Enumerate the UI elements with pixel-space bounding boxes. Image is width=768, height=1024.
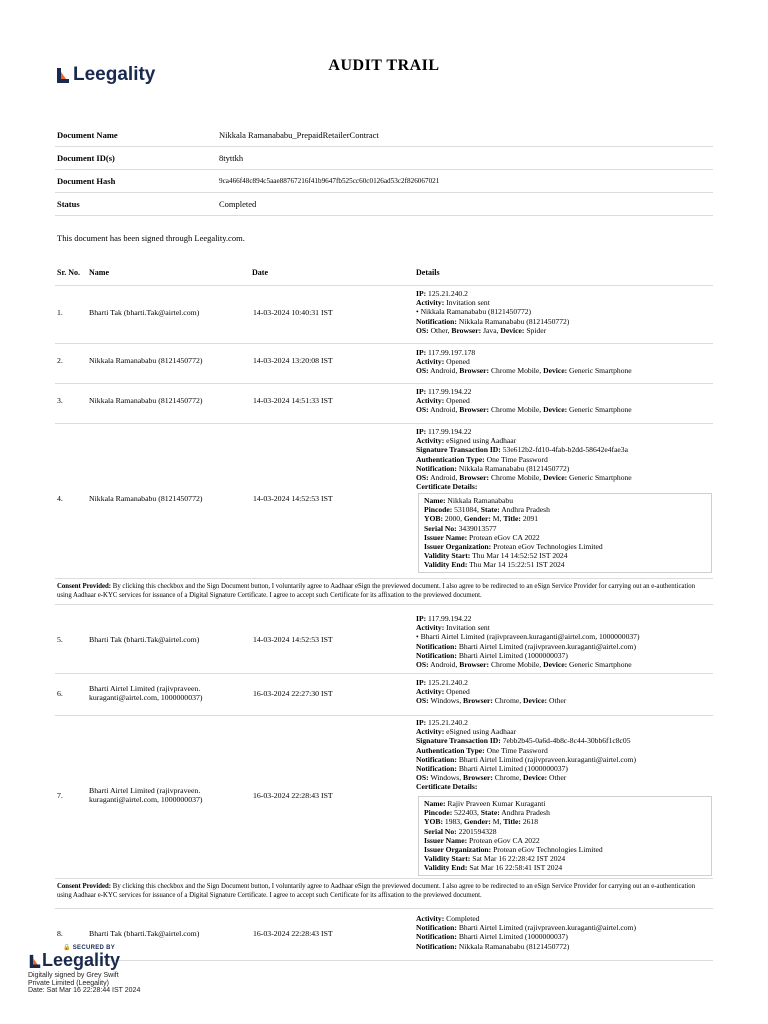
certificate-box: Name: Rajiv Praveen Kumar Kuraganti Pincode: 522403, State: Andhra Pradesh YOB: 1983, Gender: M, Title: 2618 Serial No: 2201594328 Issuer Name: Protean eGov CA 2022 Issuer Organization: Protean eGov Technologies Limited Validity Start: Sat Mar 16 22:28:42 IST 2024 Validity End: Sat Mar 16 22:58:41 IST 2024 <box>418 796 712 876</box>
row-details: IP: 125.21.240.2 Activity: Opened OS: Windows, Browser: Chrome, Device: Other <box>416 678 567 706</box>
meta-value: 9ca466f48c894c5aae88767216f41b9647fb525cc60c0126ad53c2f826067021 <box>219 177 440 185</box>
row-name: Bharti Airtel Limited (rajivpraveen. kuraganti@airtel.com, 1000000037) <box>89 684 203 702</box>
row-sr: 7. <box>57 791 63 800</box>
row-date: 16-03-2024 22:27:30 IST <box>253 689 333 698</box>
row-details: IP: 117.99.194.22 Activity: Invitation sent • Bharti Airtel Limited (rajivpraveen.kuraganti@airtel.com, 1000000037) Notification: Bharti Airtel Limited (rajivpraveen.kuraganti@airtel.com) Notification: Bharti Airtel Limited (1000000037) OS: Android, Browser: Chrome Mobile, Device: Generic Smartphone <box>416 614 716 669</box>
header-name: Name <box>89 268 109 277</box>
meta-value: Completed <box>219 199 257 209</box>
meta-row-document-hash <box>55 170 713 193</box>
row-name: Bharti Tak (bharti.Tak@airtel.com) <box>89 929 200 938</box>
secured-by-label: 🔒 SECURED BY <box>63 945 116 951</box>
row-sr: 3. <box>57 396 63 405</box>
table-row <box>55 605 713 674</box>
row-name: Bharti Airtel Limited (rajivpraveen. kuraganti@airtel.com, 1000000037) <box>89 786 203 804</box>
lock-icon: 🔒 <box>63 945 71 951</box>
table-row <box>55 909 713 961</box>
meta-key: Document Hash <box>57 176 116 186</box>
row-date: 14-03-2024 13:20:08 IST <box>253 356 333 365</box>
row-date: 14-03-2024 10:40:31 IST <box>253 308 333 317</box>
row-sr: 5. <box>57 635 63 644</box>
secured-by-seal <box>28 944 120 971</box>
row-details: IP: 117.99.194.22 Activity: eSigned using Aadhaar Signature Transaction ID: 53e612b2-fd10-4fab-b2dd-58642e4fae3a Authentication Type: One Time Password Notification: Nikkala Ramanababu (8121450772) OS: Android, Browser: Chrome Mobile, Device: Generic Smartphone Certificate Details: <box>416 427 632 492</box>
row-details: IP: 117.99.194.22 Activity: Opened OS: Android, Browser: Chrome Mobile, Device: Generic Smartphone <box>416 387 632 415</box>
row-name: Nikkala Ramanababu (8121450772) <box>89 494 203 503</box>
row-sr: 6. <box>57 689 63 698</box>
row-date: 14-03-2024 14:51:33 IST <box>253 396 333 405</box>
header-details: Details <box>416 268 440 277</box>
intro-text: This document has been signed through Leegality.com. <box>57 233 245 243</box>
row-name: Nikkala Ramanababu (8121450772) <box>89 356 203 365</box>
row-date: 14-03-2024 14:52:53 IST <box>253 494 333 503</box>
table-row <box>55 286 713 344</box>
row-details: Activity: Completed Notification: Bharti Airtel Limited (rajivpraveen.kuraganti@airtel.com) Notification: Bharti Airtel Limited (1000000037) Notification: Nikkala Ramanababu (8121450772) <box>416 914 636 951</box>
table-row <box>55 424 713 579</box>
row-sr: 8. <box>57 929 63 938</box>
row-sr: 4. <box>57 494 63 503</box>
meta-row-status <box>55 193 713 216</box>
row-name: Bharti Tak (bharti.Tak@airtel.com) <box>89 635 200 644</box>
leegality-mark-icon <box>28 953 42 969</box>
row-name: Nikkala Ramanababu (8121450772) <box>89 396 203 405</box>
header-sr: Sr. No. <box>57 268 81 277</box>
meta-row-document-id <box>55 147 713 170</box>
table-row <box>55 344 713 384</box>
meta-value: Nikkala Ramanababu_PrepaidRetailerContract <box>219 130 379 140</box>
digital-signature-note: Digitally signed by Grey Swift Private Limited (Leegality) Date: Sat Mar 16 22:28:44 IST 2024 <box>28 972 141 995</box>
meta-row-document-name <box>55 124 713 147</box>
row-date: 16-03-2024 22:28:43 IST <box>253 929 333 938</box>
header-date: Date <box>252 268 268 277</box>
page-title: AUDIT TRAIL <box>328 57 440 74</box>
row-sr: 2. <box>57 356 63 365</box>
table-row <box>55 674 713 716</box>
consent-note: Consent Provided: By clicking this checkbox and the Sign Document button, I voluntarily agree to Aadhaar eSign the previewed document. I also agree to be redirected to an eSign Service Provider for carrying out an e-authentication using Aadhaar e-KYC services for issuance of a Digital Signature Certificate. I agree to accept such Certificate for its affixation to the previewed document. <box>57 883 696 899</box>
consent-note: Consent Provided: By clicking this checkbox and the Sign Document button, I voluntarily agree to Aadhaar eSign the previewed document. I also agree to be redirected to an eSign Service Provider for carrying out an e-authentication using Aadhaar e-KYC services for issuance of a Digital Signature Certificate. I agree to accept such Certificate for its affixation to the previewed document. <box>57 583 696 599</box>
row-name: Bharti Tak (bharti.Tak@airtel.com) <box>89 308 200 317</box>
table-row <box>55 716 713 879</box>
logo-text: Leegality <box>73 64 156 85</box>
row-date: 14-03-2024 14:52:53 IST <box>253 635 333 644</box>
meta-key: Document ID(s) <box>57 153 115 163</box>
table-row <box>55 384 713 424</box>
footer-logo: Leegality <box>28 950 120 971</box>
certificate-box: Name: Nikkala Ramanababu Pincode: 531084, State: Andhra Pradesh YOB: 2000, Gender: M, Title: 2091 Serial No: 3439013577 Issuer Name: Protean eGov CA 2022 Issuer Organization: Protean eGov Technologies Limited Validity Start: Thu Mar 14 14:52:52 IST 2024 Validity End: Thu Mar 14 15:22:51 IST 2024 <box>418 493 712 573</box>
row-sr: 1. <box>57 308 63 317</box>
row-details: IP: 125.21.240.2 Activity: eSigned using Aadhaar Signature Transaction ID: 7ebb2b45-0a6d-4b8c-8c44-30bb6f1c8c05 Authentication Type: One Time Password Notification: Bharti Airtel Limited (rajivpraveen.kuraganti@airtel.com) Notification: Bharti Airtel Limited (1000000037) OS: Windows, Browser: Chrome, Device: Other Certificate Details: <box>416 718 636 792</box>
row-details: IP: 125.21.240.2 Activity: Invitation sent • Nikkala Ramanababu (8121450772) Notification: Nikkala Ramanababu (8121450772) OS: Other, Browser: Java, Device: Spider <box>416 289 716 335</box>
meta-value: 8tyttkh <box>219 153 244 163</box>
row-details: IP: 117.99.197.178 Activity: Opened OS: Android, Browser: Chrome Mobile, Device: Generic Smartphone <box>416 348 632 376</box>
meta-key: Document Name <box>57 130 118 140</box>
row-date: 16-03-2024 22:28:43 IST <box>253 791 333 800</box>
meta-key: Status <box>57 199 80 209</box>
